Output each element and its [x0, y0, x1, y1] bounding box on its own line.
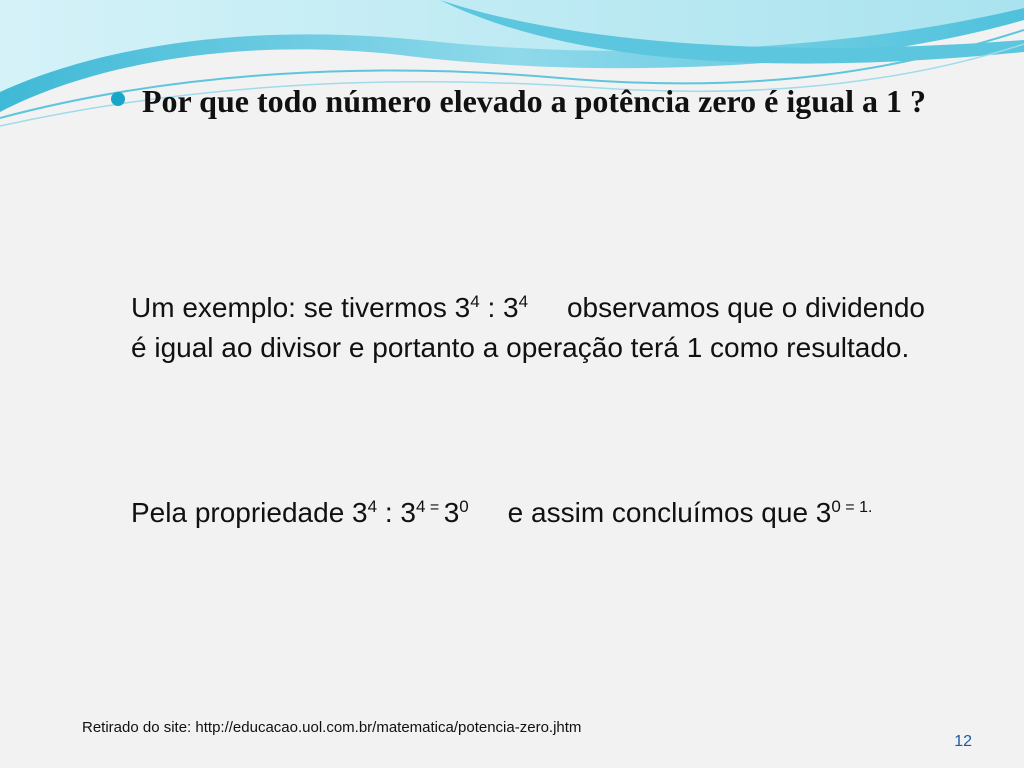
para2-exponent-b: 4: [416, 497, 426, 516]
para2-text-rest: e assim concluímos que 3: [499, 497, 832, 528]
para2-tail: = 1.: [840, 499, 873, 516]
para2-exponent-c: 0: [459, 497, 469, 516]
para2-equals: =: [425, 499, 444, 516]
para2-base-c: 3: [443, 497, 460, 528]
para2-text-lead: Pela propriedade 3: [131, 497, 368, 528]
para1-exponent-a: 4: [470, 292, 480, 311]
para1-exponent-b: 4: [518, 292, 529, 311]
para1-text-rest: observamos que o dividendo é igual ao divisor e portanto a operação terá 1 como resultado.: [131, 292, 925, 363]
example-paragraph: [131, 288, 925, 368]
slide-title: Por que todo número elevado a potência zero é igual a 1 ?: [142, 83, 926, 119]
para2-exponent-d: 0: [831, 497, 841, 516]
para2-exponent-a: 4: [367, 497, 378, 516]
bullet-icon: [111, 92, 125, 106]
para1-text-lead: Um exemplo: se tivermos 3: [131, 292, 471, 323]
source-citation: Retirado do site: http://educacao.uol.com.br/matematica/potencia-zero.jhtm: [82, 719, 582, 736]
para2-text-mid: : 3: [377, 497, 417, 528]
page-number: 12: [954, 733, 972, 750]
para1-text-mid: : 3: [479, 292, 519, 323]
property-paragraph: [131, 493, 925, 533]
